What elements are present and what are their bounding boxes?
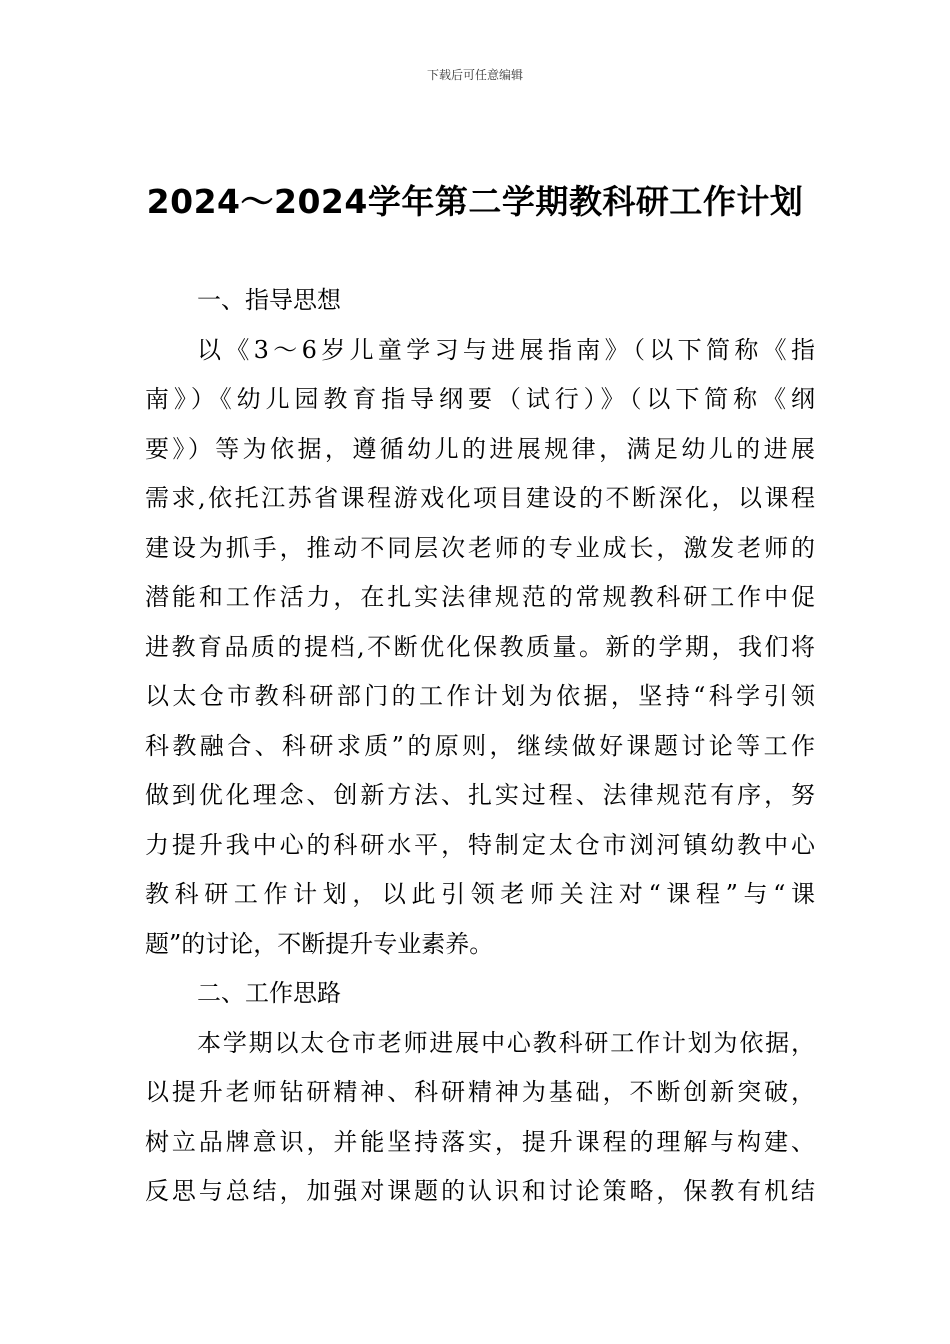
section-heading-work-approach: 二、工作思路 <box>197 979 341 1007</box>
paragraph-line: 题”的讨论，不断提升专业素养。 <box>145 929 494 958</box>
paragraph-line: 本学期以太仓市老师进展中心教科研工作计划为依据， <box>197 1028 815 1057</box>
paragraph-line: 科教融合、科研求质”的原则，继续做好课题讨论等工作 <box>145 731 815 760</box>
paragraph-line: 以《3～6岁儿童学习与进展指南》（以下简称《指 <box>197 335 815 364</box>
paragraph-line: 以太仓市教科研部门的工作计划为依据，坚持“科学引领 <box>145 682 815 710</box>
paragraph-line: 建设为抓手，推动不同层次老师的专业成长，激发老师的 <box>145 533 815 562</box>
paragraph-line: 做到优化理念、创新方法、扎实过程、法律规范有序，努 <box>145 781 815 809</box>
header-note: 下载后可任意编辑 <box>426 68 523 82</box>
paragraph-line: 潜能和工作活力，在扎实法律规范的常规教科研工作中促 <box>145 583 815 611</box>
paragraph-line: 教科研工作计划，以此引领老师关注对“课程”与“课 <box>145 880 815 908</box>
paragraph-line: 需求,依托江苏省课程游戏化项目建设的不断深化，以课程 <box>145 484 815 512</box>
paragraph-line: 反思与总结，加强对课题的认识和讨论策略，保教有机结 <box>145 1177 815 1205</box>
paragraph-line: 要》）等为依据，遵循幼儿的进展规律，满足幼儿的进展 <box>145 434 815 463</box>
paragraph-line: 力提升我中心的科研水平，特制定太仓市浏河镇幼教中心 <box>145 830 815 859</box>
section-heading-guiding-ideology: 一、指导思想 <box>197 286 341 314</box>
document-title: 2024～2024学年第二学期教科研工作计划 <box>146 182 804 221</box>
paragraph-line: 进教育品质的提档,不断优化保教质量。新的学期，我们将 <box>145 632 815 661</box>
paragraph-line: 以提升老师钻研精神、科研精神为基础，不断创新突破， <box>145 1078 815 1106</box>
paragraph-line: 南》）《幼儿园教育指导纲要（试行）》（以下简称《纲 <box>145 385 815 413</box>
paragraph-line: 树立品牌意识，并能坚持落实，提升课程的理解与构建、 <box>145 1127 815 1156</box>
document-body <box>145 276 815 1217</box>
